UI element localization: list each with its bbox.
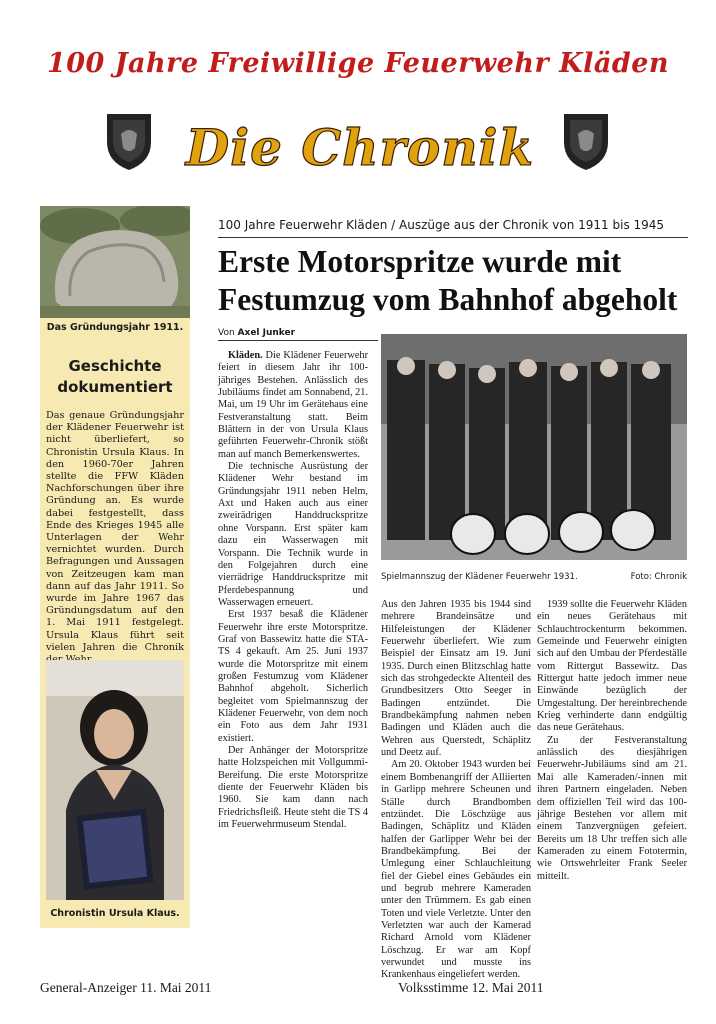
byline <box>218 328 295 338</box>
foundation-stone-photo <box>40 206 190 318</box>
stone-photo-caption: Das Gründungsjahr 1911. <box>46 322 184 333</box>
coat-of-arms-left <box>105 112 153 172</box>
article-column-1 <box>218 350 368 831</box>
sidebar-body-text: Das genaue Gründungsjahr der Klädener Feuerwehr ist nicht überliefert, so Chronistin Ursula Klaus. In den 1960-70er Jahren stellte die FFW Kläden Nachforschungen über ihre Gründung an. Es wurde dabei festgestellt, dass Ende des Krieges 1945 alle Unterlagen der Wehr vernichtet wurden. Durch Befragungen und Aussagen von Zeitzeugen kam man dann auf das Jahr 1911. So wurde im Jahre 1967 das Gründungsdatum auf den 1. Mai 1911 festgelegt. Ursula Klaus führt seit vielen Jahren die Chronik <box>46 410 184 653</box>
sidebar-box <box>40 206 190 928</box>
portrait-caption: Chronistin Ursula Klaus. <box>50 908 180 919</box>
source-volksstimme: Volksstimme 12. Mai 2011 <box>398 980 544 995</box>
byline-prefix: Von <box>218 328 235 338</box>
chronik-title: Die Chronik <box>185 118 535 177</box>
coat-of-arms-right <box>562 112 610 172</box>
paragraph-7: 1939 sollte die Feuerwehr Kläden ein neues Gerätehaus mit Schlauchtrockenturm bekommen. Gemeinde und Feuerwehr einigten sich auf den Umbau der Pferdeställe vom Rittergut Bassewitz. Das Rittergut hatte jedoch immer neue Einwände bezüglich der Umgestaltung. Der hereinbrechende Krieg verhinderte dann endgültig das neue Gerätehaus. <box>537 599 687 734</box>
sidebar-heading-line2: dokumentiert <box>57 378 173 396</box>
article-column-2 <box>381 599 531 982</box>
sidebar-heading <box>40 356 190 398</box>
masthead-title: 100 Jahre Freiwillige Feuerwehr Kläden <box>46 48 670 79</box>
paragraph-2: Die technische Ausrüstung der Klädener Wehr bestand im Gründungsjahr 1911 neben Helm, Axt und Haken auch aus einer zweirädrigen Handdruckspritze ohne Vorspann. Erst später kam dazu ein Wasserwagen mit Vorspann. Die Technik wurde in den Folgejahren durch eine vierrädrige Handdruckspritze mit Pferdebespannung und Wasserwagen erneuert. <box>218 461 368 608</box>
paragraph-1: Die Klädener Feuerwehr feiert in diesem Jahr ihr 100-jähriges Bestehen. Anlässlich des Jubiläums findet am Sonnabend, 21. Mai, um 19 Uhr im Gerätehaus eine Festveranstaltung statt. Beim Blättern in der von Ursula Klaus geführten Feuerwehr-Chronik stößt man auf manch Bemerkenswertes. <box>218 350 369 460</box>
article-kicker: 100 Jahre Feuerwehr Kläden / Auszüge aus der Chronik von 1911 bis 1945 <box>218 218 665 232</box>
paragraph-4: Der Anhänger der Motorspritze hatte Holzspeichen mit Vollgummi-Bereifung. Die erste Motorspritze diente der Feuerwehr Kläden bis 1960. Sie kam dann nach Friedrichsfleiß. Heute steht die TS 4 im Feuerwehrmuseum Stendal. <box>218 745 368 831</box>
chronicler-portrait-photo <box>46 660 184 900</box>
article-headline: Erste Motorspritze wurde mit Festumzug vom Bahnhof abgeholt <box>218 244 678 317</box>
byline-rule <box>218 340 378 341</box>
marching-band-photo <box>381 334 687 560</box>
photo-credit: Foto: Chronik <box>630 572 687 582</box>
photo-caption-text: Spielmannszug der Klädener Feuerwehr 1931. <box>381 572 578 582</box>
photo-caption <box>381 572 687 582</box>
kicker-rule <box>218 237 688 238</box>
article-column-3 <box>537 599 687 883</box>
dateline: Kläden. <box>228 350 263 361</box>
paragraph-8: Zu der Festveranstaltung anlässlich des diesjährigen Feuerwehr-Jubiläums sind am 21. Mai alle Kameraden/-innen mit ihren Partnern eingeladen. Neben dem offiziellen Teil wird das 100-jährige Bestehen vor allem mit einem Tanzvergnügen gefeiert. Bereits um 18 Uhr treffen sich alle Kameraden zu einem Fototermin, wie Ortswehrleiter Frank Seeler mitteilt. <box>537 734 687 882</box>
author-name: Axel Junker <box>237 328 296 338</box>
paragraph-3: Erst 1937 besaß die Klädener Feuerwehr ihre erste Motorspritze. Graf von Bassewitz hatte die STA-TS 4 gekauft. Am 25. Juni 1937 wurde die Motorspritze mit einem großen Festumzug vom Klädener Bahnhof abgeholt. Sicherlich begleitet vom Spielmannszug der Klädener Feuerwehr, von dem noch ein Foto aus dem Jahr 1931 existiert. <box>218 609 368 744</box>
sidebar-heading-line1: Geschichte <box>68 357 162 375</box>
paragraph-5: Aus den Jahren 1935 bis 1944 sind mehrere Brandeinsätze und Hilfeleistungen der Klädener Feuerwehr überliefert. Wie zum Beispiel der Einsatz am 19. Juni 1935. Durch einen Blitzschlag hatte sich das strohgedeckte Altenteil des Grundbesitzers Otto Seeger in Badingen entzündet. Die Brandbekämpfung nahmen neben Badingen und Kläden auch die Wehren aus Querstedt, Schäplitz und Deetz auf. <box>381 599 531 759</box>
paragraph-6: Am 20. Oktober 1943 wurden bei einem Bombenangriff der Alliierten in Garlipp mehrere Scheunen und Ställe durch Brandbomben entzündet. Die Löschzüge aus Badingen, Schäplitz und Kläden halfen der Garlipper Wehr bei der Brandbekämpfung. Bei der Umlegung einer Schlauchleitung fiel der Giebel eines Gebäudes ein und begrub mehrere Kameraden unter den Trümmern. Es gab einen Toten und viele Verletzte. Unter den Verletzten war auch der Kamerad Richard Arnold vom Klädener Löschzug. Er war am Kopf verwundet und musste ins Krankenhaus eingeliefert werden. <box>381 759 531 981</box>
source-general-anzeiger: General-Anzeiger 11. Mai 2011 <box>40 980 212 995</box>
